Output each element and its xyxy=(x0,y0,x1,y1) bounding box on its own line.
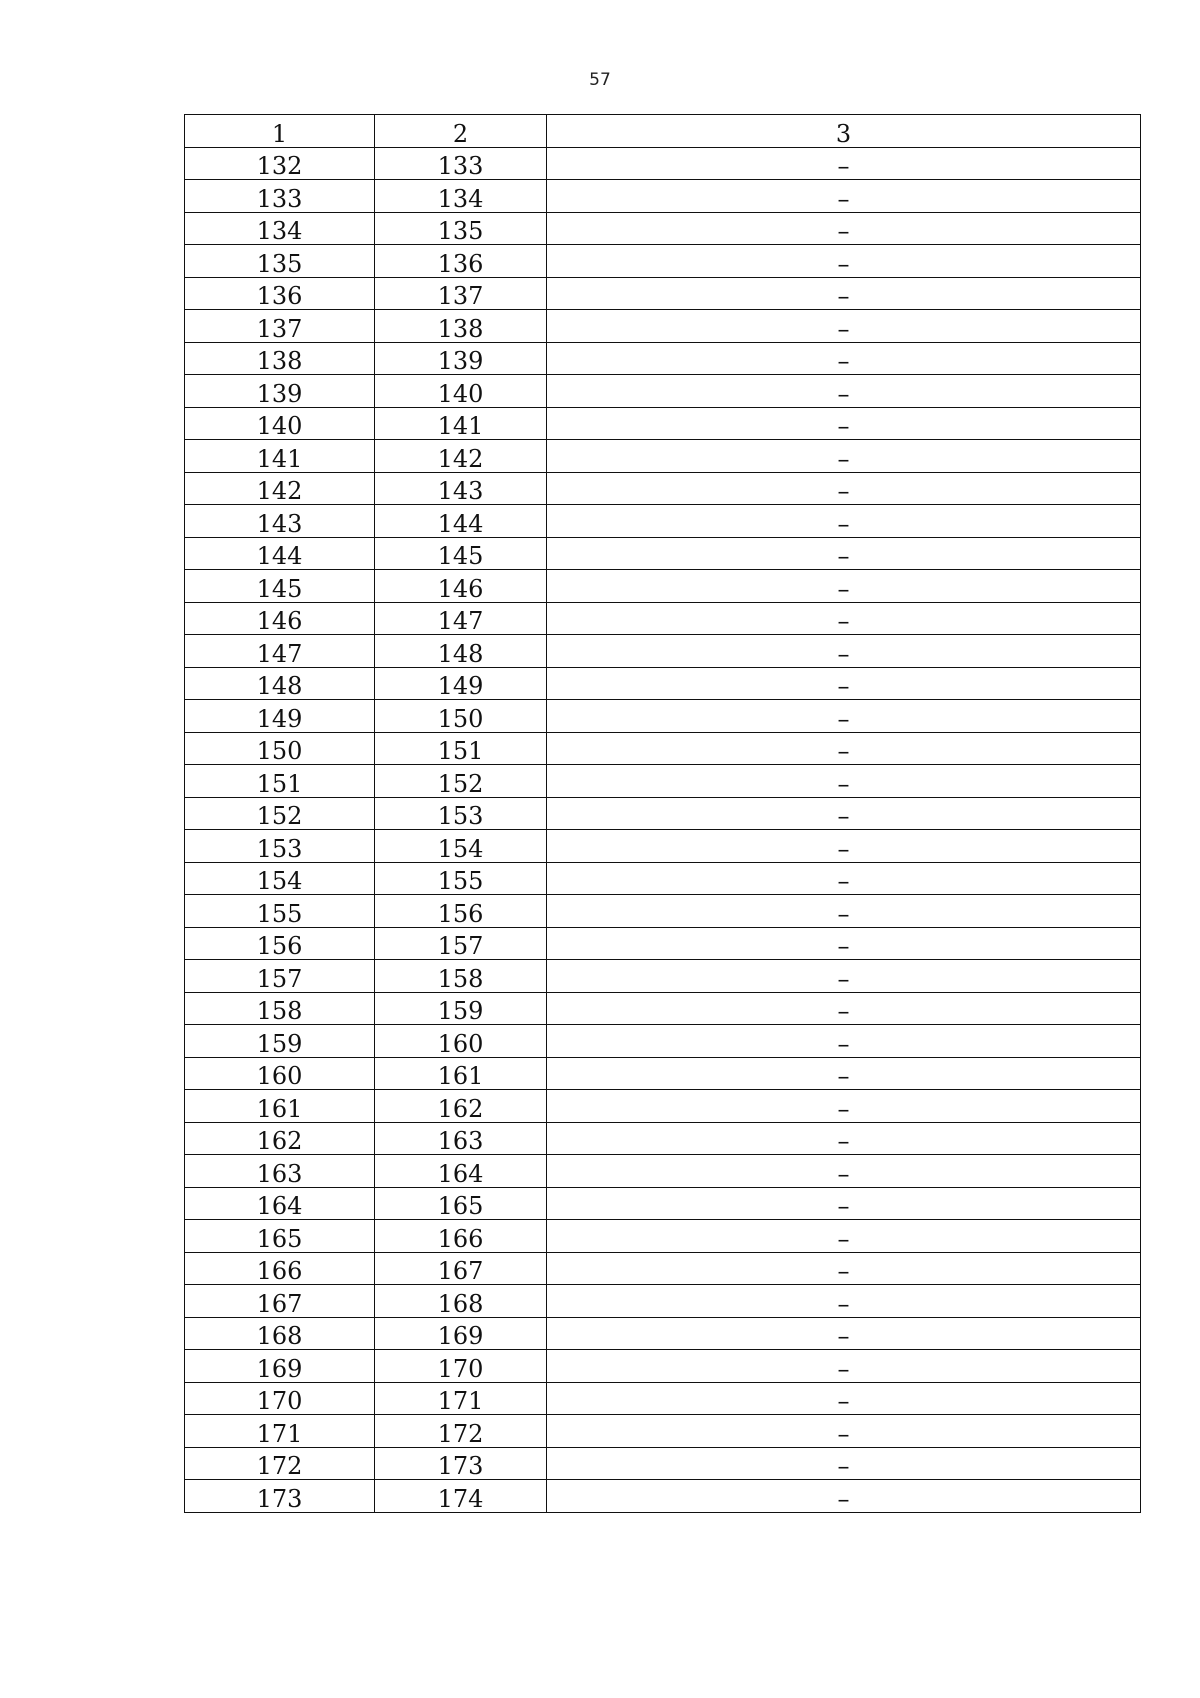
table-cell-col3: – xyxy=(547,310,1141,343)
table-cell-col2: 172 xyxy=(375,1415,547,1448)
column-header-2: 2 xyxy=(375,115,547,148)
table-cell-col1: 162 xyxy=(185,1122,375,1155)
table-cell-col1: 152 xyxy=(185,797,375,830)
table-cell-col3: – xyxy=(547,1187,1141,1220)
table-row xyxy=(185,1187,1141,1220)
table-row xyxy=(185,1350,1141,1383)
table-header-row xyxy=(185,115,1141,148)
table-cell-col2: 144 xyxy=(375,505,547,538)
table-cell-col2: 168 xyxy=(375,1285,547,1318)
table-row xyxy=(185,440,1141,473)
table-cell-col2: 151 xyxy=(375,732,547,765)
table-cell-col3: – xyxy=(547,407,1141,440)
table-cell-col3: – xyxy=(547,895,1141,928)
table-cell-col3: – xyxy=(547,1057,1141,1090)
table-row xyxy=(185,147,1141,180)
table-cell-col2: 135 xyxy=(375,212,547,245)
table-cell-col3: – xyxy=(547,700,1141,733)
table-row xyxy=(185,245,1141,278)
table-cell-col1: 172 xyxy=(185,1447,375,1480)
table-cell-col3: – xyxy=(547,1025,1141,1058)
table-row xyxy=(185,992,1141,1025)
table-cell-col1: 161 xyxy=(185,1090,375,1123)
table-cell-col1: 163 xyxy=(185,1155,375,1188)
table-cell-col2: 138 xyxy=(375,310,547,343)
table-cell-col3: – xyxy=(547,830,1141,863)
table-cell-col3: – xyxy=(547,342,1141,375)
table-cell-col3: – xyxy=(547,797,1141,830)
table-cell-col2: 159 xyxy=(375,992,547,1025)
table-cell-col3: – xyxy=(547,1350,1141,1383)
column-header-1: 1 xyxy=(185,115,375,148)
table-cell-col1: 158 xyxy=(185,992,375,1025)
table-cell-col1: 148 xyxy=(185,667,375,700)
table-cell-col3: – xyxy=(547,1285,1141,1318)
table-cell-col3: – xyxy=(547,960,1141,993)
table-row xyxy=(185,1415,1141,1448)
table-row xyxy=(185,342,1141,375)
table-row xyxy=(185,927,1141,960)
table-row xyxy=(185,960,1141,993)
table-cell-col2: 143 xyxy=(375,472,547,505)
table-cell-col2: 140 xyxy=(375,375,547,408)
table-row xyxy=(185,212,1141,245)
table-cell-col1: 173 xyxy=(185,1480,375,1513)
data-table xyxy=(184,114,1141,1513)
table-cell-col3: – xyxy=(547,375,1141,408)
table-cell-col1: 146 xyxy=(185,602,375,635)
table-row xyxy=(185,407,1141,440)
table-cell-col2: 154 xyxy=(375,830,547,863)
table-cell-col2: 164 xyxy=(375,1155,547,1188)
table-cell-col2: 148 xyxy=(375,635,547,668)
table-cell-col3: – xyxy=(547,1447,1141,1480)
table-row xyxy=(185,1057,1141,1090)
table-cell-col2: 160 xyxy=(375,1025,547,1058)
table-cell-col2: 136 xyxy=(375,245,547,278)
table-cell-col2: 147 xyxy=(375,602,547,635)
table-cell-col3: – xyxy=(547,1252,1141,1285)
table-cell-col1: 133 xyxy=(185,180,375,213)
table-cell-col1: 153 xyxy=(185,830,375,863)
table-cell-col1: 157 xyxy=(185,960,375,993)
table-cell-col1: 170 xyxy=(185,1382,375,1415)
table-cell-col3: – xyxy=(547,862,1141,895)
table-cell-col2: 171 xyxy=(375,1382,547,1415)
table-cell-col2: 142 xyxy=(375,440,547,473)
table-cell-col1: 168 xyxy=(185,1317,375,1350)
table-row xyxy=(185,570,1141,603)
table-cell-col1: 167 xyxy=(185,1285,375,1318)
table-row xyxy=(185,1480,1141,1513)
table-cell-col2: 162 xyxy=(375,1090,547,1123)
table-cell-col1: 140 xyxy=(185,407,375,440)
table-cell-col1: 142 xyxy=(185,472,375,505)
table-body xyxy=(185,147,1141,1512)
table-cell-col2: 173 xyxy=(375,1447,547,1480)
table-row xyxy=(185,505,1141,538)
table-cell-col3: – xyxy=(547,1090,1141,1123)
table-row xyxy=(185,635,1141,668)
table-row xyxy=(185,830,1141,863)
table-cell-col3: – xyxy=(547,992,1141,1025)
table-row xyxy=(185,1090,1141,1123)
table-cell-col1: 149 xyxy=(185,700,375,733)
table-cell-col2: 150 xyxy=(375,700,547,733)
table-cell-col3: – xyxy=(547,505,1141,538)
table-row xyxy=(185,1285,1141,1318)
table-cell-col2: 152 xyxy=(375,765,547,798)
table-cell-col1: 166 xyxy=(185,1252,375,1285)
table-cell-col3: – xyxy=(547,277,1141,310)
table-cell-col2: 137 xyxy=(375,277,547,310)
table-cell-col2: 155 xyxy=(375,862,547,895)
table-cell-col1: 143 xyxy=(185,505,375,538)
table-cell-col1: 141 xyxy=(185,440,375,473)
table-cell-col1: 150 xyxy=(185,732,375,765)
table-cell-col2: 163 xyxy=(375,1122,547,1155)
table-cell-col1: 132 xyxy=(185,147,375,180)
table-cell-col3: – xyxy=(547,180,1141,213)
table-cell-col2: 169 xyxy=(375,1317,547,1350)
table-cell-col3: – xyxy=(547,1317,1141,1350)
table-cell-col1: 159 xyxy=(185,1025,375,1058)
table-cell-col2: 141 xyxy=(375,407,547,440)
table-row xyxy=(185,375,1141,408)
table-cell-col2: 157 xyxy=(375,927,547,960)
table-cell-col2: 139 xyxy=(375,342,547,375)
table-cell-col1: 156 xyxy=(185,927,375,960)
table-cell-col1: 136 xyxy=(185,277,375,310)
table-cell-col2: 145 xyxy=(375,537,547,570)
table-cell-col1: 145 xyxy=(185,570,375,603)
table-cell-col3: – xyxy=(547,635,1141,668)
table-row xyxy=(185,1025,1141,1058)
page-number: 57 xyxy=(589,70,611,90)
table-cell-col1: 144 xyxy=(185,537,375,570)
table-cell-col2: 166 xyxy=(375,1220,547,1253)
table-cell-col1: 139 xyxy=(185,375,375,408)
table-cell-col1: 154 xyxy=(185,862,375,895)
table-cell-col2: 149 xyxy=(375,667,547,700)
table-cell-col3: – xyxy=(547,602,1141,635)
table-cell-col1: 165 xyxy=(185,1220,375,1253)
table-cell-col2: 174 xyxy=(375,1480,547,1513)
table-row xyxy=(185,895,1141,928)
table-row xyxy=(185,310,1141,343)
table-cell-col3: – xyxy=(547,472,1141,505)
table-cell-col3: – xyxy=(547,440,1141,473)
table-cell-col3: – xyxy=(547,765,1141,798)
table-cell-col3: – xyxy=(547,1415,1141,1448)
table-cell-col3: – xyxy=(547,1220,1141,1253)
table-row xyxy=(185,732,1141,765)
table-row xyxy=(185,180,1141,213)
table-cell-col1: 164 xyxy=(185,1187,375,1220)
table-row xyxy=(185,1447,1141,1480)
table-cell-col3: – xyxy=(547,212,1141,245)
table-row xyxy=(185,1382,1141,1415)
table-cell-col2: 153 xyxy=(375,797,547,830)
table-row xyxy=(185,602,1141,635)
table-row xyxy=(185,797,1141,830)
table-cell-col1: 138 xyxy=(185,342,375,375)
table-cell-col3: – xyxy=(547,1382,1141,1415)
table-cell-col1: 147 xyxy=(185,635,375,668)
table-cell-col3: – xyxy=(547,570,1141,603)
table-cell-col2: 161 xyxy=(375,1057,547,1090)
table-row xyxy=(185,472,1141,505)
table-cell-col1: 171 xyxy=(185,1415,375,1448)
table-cell-col2: 170 xyxy=(375,1350,547,1383)
table-row xyxy=(185,1220,1141,1253)
table-cell-col2: 158 xyxy=(375,960,547,993)
table-cell-col1: 137 xyxy=(185,310,375,343)
column-header-3: 3 xyxy=(547,115,1141,148)
table-cell-col1: 169 xyxy=(185,1350,375,1383)
table-cell-col2: 134 xyxy=(375,180,547,213)
table-cell-col1: 135 xyxy=(185,245,375,278)
table-cell-col3: – xyxy=(547,1155,1141,1188)
table-row xyxy=(185,1252,1141,1285)
table-cell-col1: 160 xyxy=(185,1057,375,1090)
table-cell-col3: – xyxy=(547,1122,1141,1155)
table-cell-col2: 165 xyxy=(375,1187,547,1220)
table-row xyxy=(185,1155,1141,1188)
table-cell-col3: – xyxy=(547,537,1141,570)
table-cell-col1: 151 xyxy=(185,765,375,798)
table-cell-col3: – xyxy=(547,1480,1141,1513)
table-row xyxy=(185,700,1141,733)
table-cell-col3: – xyxy=(547,147,1141,180)
table-row xyxy=(185,1122,1141,1155)
table-cell-col3: – xyxy=(547,732,1141,765)
table-cell-col1: 155 xyxy=(185,895,375,928)
table-cell-col2: 156 xyxy=(375,895,547,928)
table-cell-col3: – xyxy=(547,245,1141,278)
table-row xyxy=(185,667,1141,700)
table-cell-col1: 134 xyxy=(185,212,375,245)
table-row xyxy=(185,1317,1141,1350)
table-row xyxy=(185,765,1141,798)
table-cell-col3: – xyxy=(547,927,1141,960)
table-cell-col2: 133 xyxy=(375,147,547,180)
table-row xyxy=(185,537,1141,570)
table-cell-col3: – xyxy=(547,667,1141,700)
table-cell-col2: 146 xyxy=(375,570,547,603)
table-row xyxy=(185,862,1141,895)
table-cell-col2: 167 xyxy=(375,1252,547,1285)
table-row xyxy=(185,277,1141,310)
